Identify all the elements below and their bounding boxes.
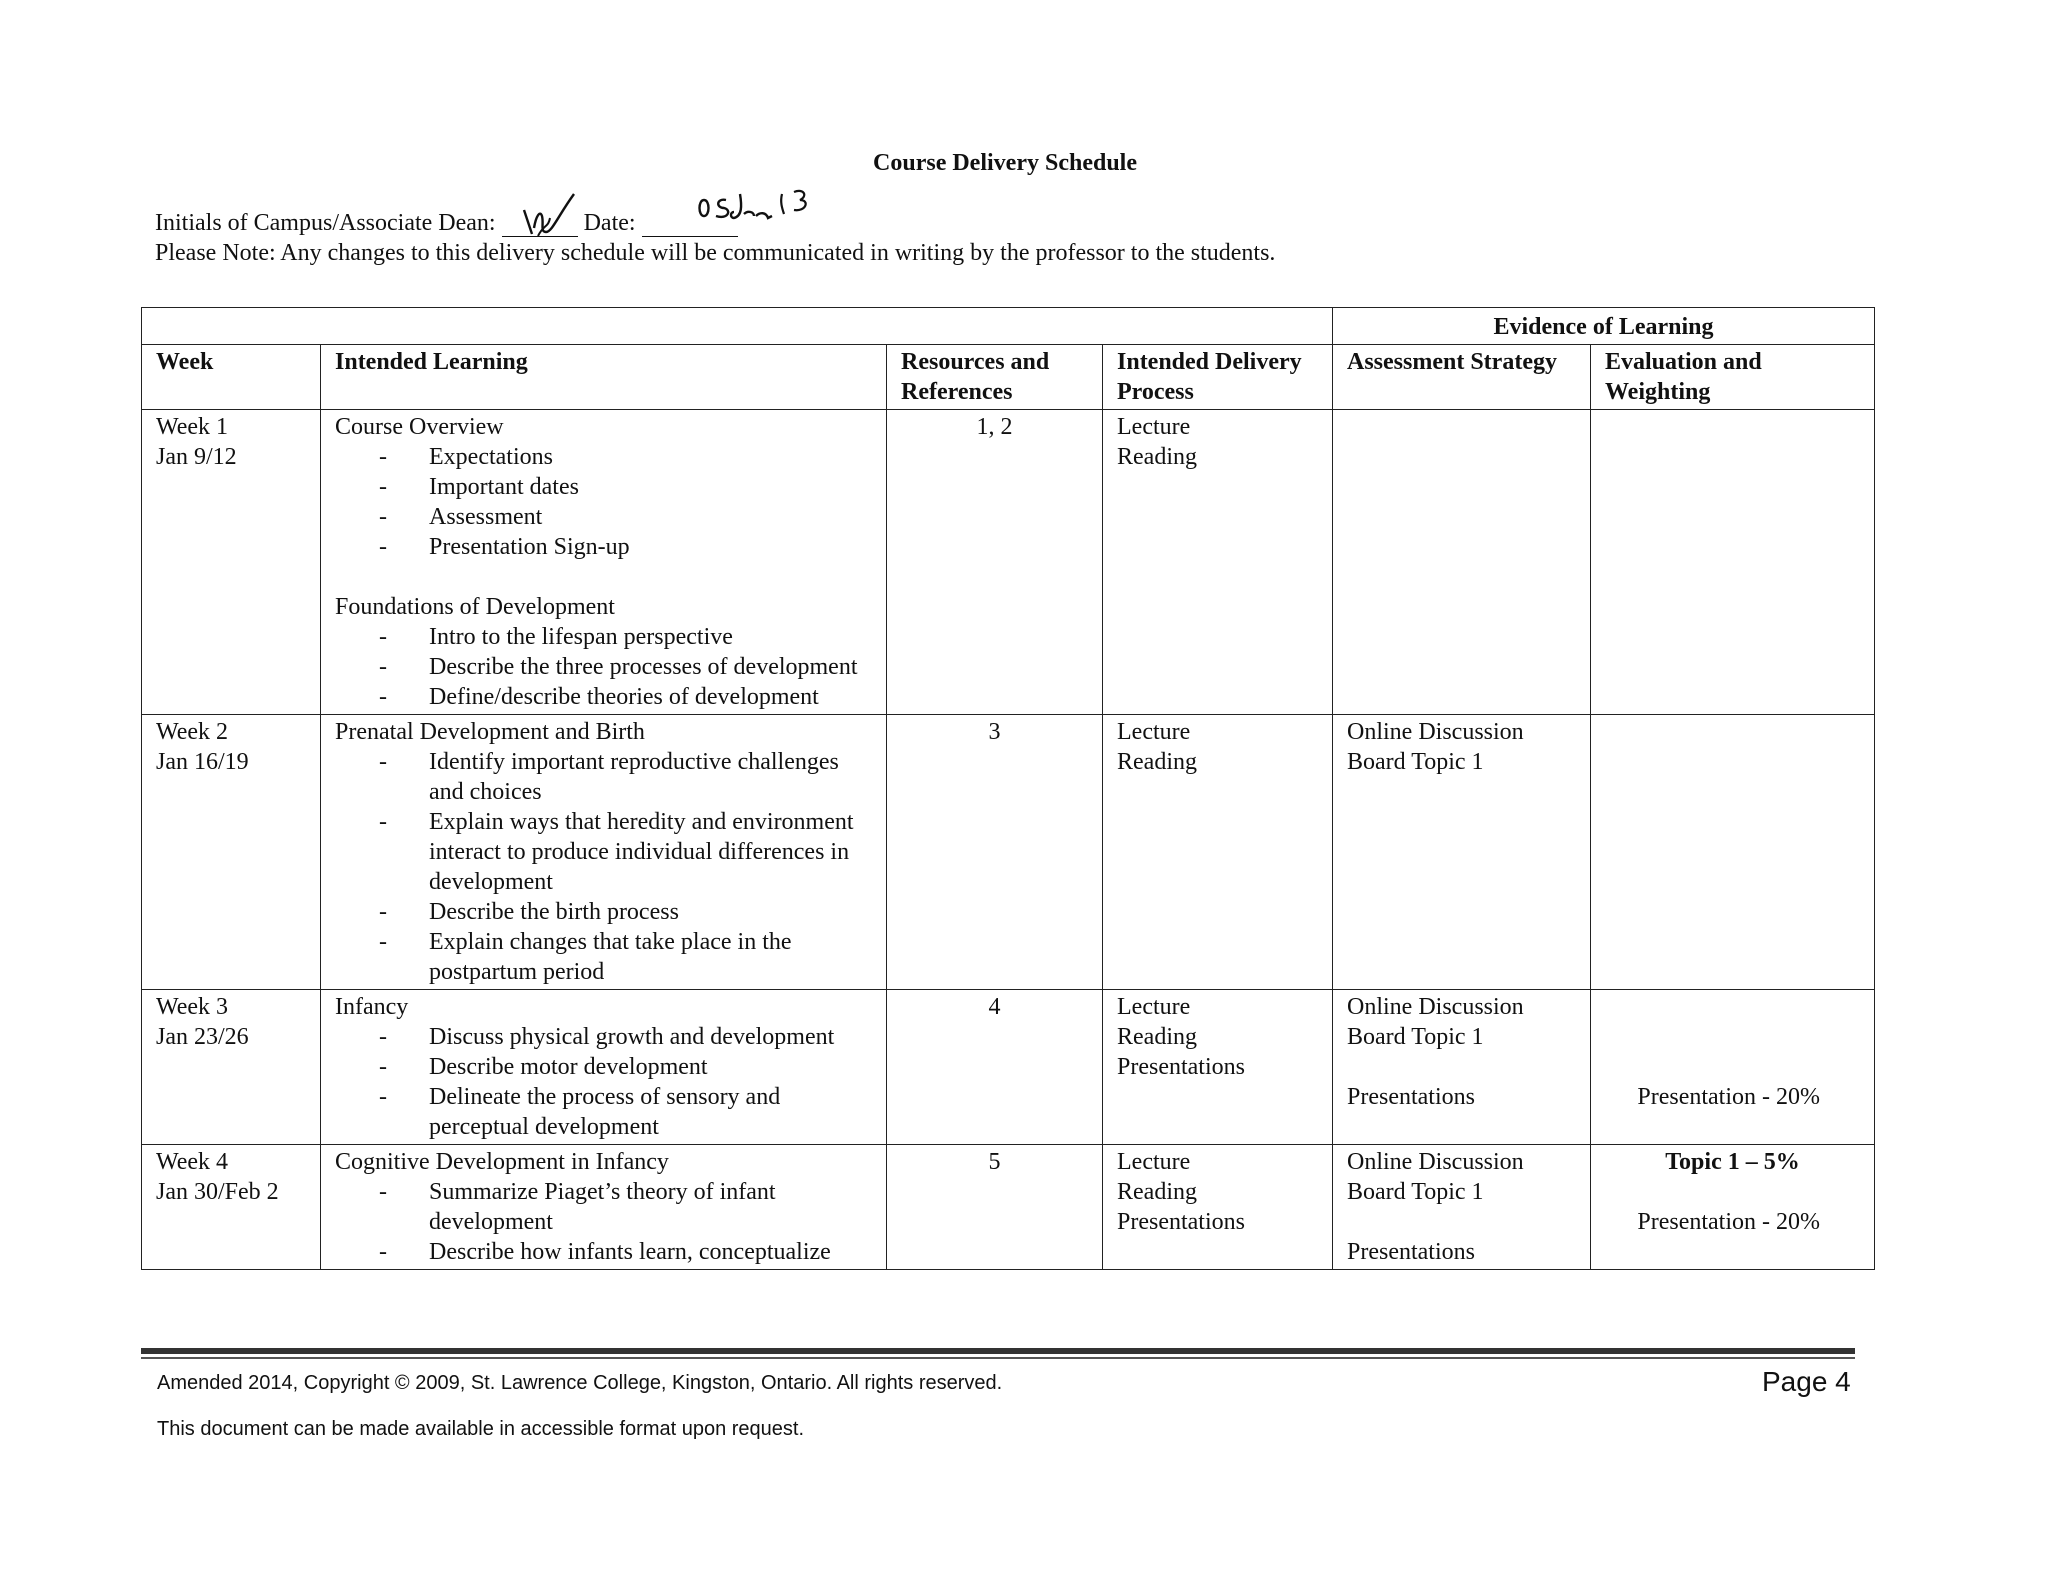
week-label: Week 2 bbox=[156, 719, 229, 745]
resources-cell: 4 bbox=[887, 990, 1103, 1145]
assessment-item: Online Discussion bbox=[1347, 1149, 1524, 1175]
week-cell bbox=[142, 715, 321, 990]
list-item: - Describe the three processes of development bbox=[375, 652, 872, 682]
evaluation-value: Presentation - 20% bbox=[1637, 1084, 1820, 1110]
assessment-item: Presentations bbox=[1347, 1239, 1475, 1265]
initials-label: Initials of Campus/Associate Dean: bbox=[155, 210, 496, 236]
week-label: Week 4 bbox=[156, 1149, 229, 1175]
topic-heading: Cognitive Development in Infancy bbox=[335, 1149, 669, 1175]
assessment-item: Board Topic 1 bbox=[1347, 1024, 1484, 1050]
week-dates: Jan 30/Feb 2 bbox=[156, 1179, 279, 1205]
col-assessment: Assessment Strategy bbox=[1333, 345, 1591, 410]
list-item: - Identify important reproductive challenges and choices bbox=[375, 747, 872, 807]
evaluation-cell bbox=[1591, 990, 1875, 1145]
intended-learning-cell bbox=[321, 715, 887, 990]
resources-cell: 3 bbox=[887, 715, 1103, 990]
assessment-item: Presentations bbox=[1347, 1084, 1475, 1110]
group-header-row bbox=[142, 308, 1875, 345]
change-note: Please Note: Any changes to this delivery schedule will be communicated in writing by the professor to the students. bbox=[155, 240, 1276, 266]
dean-initials-line bbox=[155, 210, 738, 237]
list-item: - Explain ways that heredity and environment interact to produce individual differences in development bbox=[375, 807, 872, 897]
assessment-item: Board Topic 1 bbox=[1347, 749, 1484, 775]
list-item: - Describe how infants learn, conceptualize bbox=[375, 1237, 872, 1267]
spacer bbox=[1605, 1052, 1860, 1082]
topic-heading: Infancy bbox=[335, 994, 409, 1020]
course-schedule-table bbox=[141, 307, 1875, 1270]
list-item: - Presentation Sign-up bbox=[375, 532, 872, 562]
week-label: Week 3 bbox=[156, 994, 229, 1020]
week-cell bbox=[142, 1145, 321, 1270]
list-item: - Assessment bbox=[375, 502, 872, 532]
spacer bbox=[1347, 1207, 1576, 1237]
week-dates: Jan 9/12 bbox=[156, 444, 237, 470]
objective-list bbox=[335, 622, 872, 712]
delivery-item: Lecture bbox=[1117, 1149, 1191, 1175]
footer-divider bbox=[141, 1348, 1855, 1354]
list-item: - Summarize Piaget’s theory of infant development bbox=[375, 1177, 872, 1237]
group-header-spacer bbox=[142, 308, 1333, 345]
footer-divider-thin bbox=[141, 1357, 1855, 1359]
spacer bbox=[1605, 992, 1860, 1022]
list-item: - Intro to the lifespan perspective bbox=[375, 622, 872, 652]
delivery-cell bbox=[1103, 410, 1333, 715]
delivery-item: Lecture bbox=[1117, 719, 1191, 745]
list-item: - Define/describe theories of development bbox=[375, 682, 872, 712]
delivery-item: Lecture bbox=[1117, 414, 1191, 440]
assessment-cell bbox=[1333, 410, 1591, 715]
assessment-item: Online Discussion bbox=[1347, 994, 1524, 1020]
objective-list bbox=[335, 1177, 872, 1267]
col-week: Week bbox=[142, 345, 321, 410]
intended-learning-cell bbox=[321, 410, 887, 715]
col-evaluation: Evaluation and Weighting bbox=[1591, 345, 1875, 410]
assessment-item: Board Topic 1 bbox=[1347, 1179, 1484, 1205]
copyright-text: Amended 2014, Copyright © 2009, St. Lawrence College, Kingston, Ontario. All rights reserved. bbox=[157, 1372, 1003, 1394]
delivery-item: Presentations bbox=[1117, 1209, 1245, 1235]
evaluation-value: Presentation - 20% bbox=[1637, 1209, 1820, 1235]
week-dates: Jan 16/19 bbox=[156, 749, 249, 775]
spacer bbox=[1605, 1022, 1860, 1052]
evaluation-value: Topic 1 – 5% bbox=[1665, 1149, 1800, 1175]
week-label: Week 1 bbox=[156, 414, 229, 440]
resources-cell: 1, 2 bbox=[887, 410, 1103, 715]
topic-heading: Course Overview bbox=[335, 414, 504, 440]
delivery-cell bbox=[1103, 715, 1333, 990]
accessible-format-note: This document can be made available in accessible format upon request. bbox=[157, 1418, 805, 1440]
table-row bbox=[142, 410, 1875, 715]
spacer bbox=[335, 562, 872, 592]
topic-heading: Prenatal Development and Birth bbox=[335, 719, 645, 745]
page-number: Page 4 bbox=[1762, 1366, 1851, 1397]
date-label: Date: bbox=[583, 210, 636, 236]
column-header-row bbox=[142, 345, 1875, 410]
objective-list bbox=[335, 1022, 872, 1142]
assessment-cell bbox=[1333, 715, 1591, 990]
table-row bbox=[142, 990, 1875, 1145]
list-item: - Expectations bbox=[375, 442, 872, 472]
handwritten-date-signature bbox=[696, 186, 826, 228]
evaluation-cell bbox=[1591, 715, 1875, 990]
page-title: Course Delivery Schedule bbox=[873, 150, 1137, 176]
assessment-item: Online Discussion bbox=[1347, 719, 1524, 745]
evaluation-cell bbox=[1591, 410, 1875, 715]
delivery-cell bbox=[1103, 990, 1333, 1145]
list-item: - Discuss physical growth and development bbox=[375, 1022, 872, 1052]
list-item: - Describe the birth process bbox=[375, 897, 872, 927]
intended-learning-cell bbox=[321, 990, 887, 1145]
delivery-item: Reading bbox=[1117, 1179, 1197, 1205]
delivery-item: Lecture bbox=[1117, 994, 1191, 1020]
assessment-cell bbox=[1333, 1145, 1591, 1270]
col-intended-learning: Intended Learning bbox=[321, 345, 887, 410]
assessment-cell bbox=[1333, 990, 1591, 1145]
objective-list bbox=[335, 442, 872, 562]
table-row bbox=[142, 715, 1875, 990]
spacer bbox=[1347, 1052, 1576, 1082]
delivery-cell bbox=[1103, 1145, 1333, 1270]
resources-cell: 5 bbox=[887, 1145, 1103, 1270]
list-item: - Explain changes that take place in the postpartum period bbox=[375, 927, 872, 987]
intended-learning-cell bbox=[321, 1145, 887, 1270]
delivery-item: Reading bbox=[1117, 444, 1197, 470]
week-cell bbox=[142, 410, 321, 715]
handwritten-initials-signature bbox=[518, 188, 578, 242]
week-dates: Jan 23/26 bbox=[156, 1024, 249, 1050]
col-resources: Resources and References bbox=[887, 345, 1103, 410]
week-cell bbox=[142, 990, 321, 1145]
list-item: - Delineate the process of sensory and perceptual development bbox=[375, 1082, 872, 1142]
list-item: - Describe motor development bbox=[375, 1052, 872, 1082]
objective-list bbox=[335, 747, 872, 987]
evidence-of-learning-header: Evidence of Learning bbox=[1333, 308, 1875, 345]
delivery-item: Reading bbox=[1117, 749, 1197, 775]
delivery-item: Presentations bbox=[1117, 1054, 1245, 1080]
delivery-item: Reading bbox=[1117, 1024, 1197, 1050]
spacer bbox=[1605, 1177, 1860, 1207]
col-delivery: Intended Delivery Process bbox=[1103, 345, 1333, 410]
evaluation-cell bbox=[1591, 1145, 1875, 1270]
table-row bbox=[142, 1145, 1875, 1270]
list-item: - Important dates bbox=[375, 472, 872, 502]
topic-heading: Foundations of Development bbox=[335, 594, 615, 620]
